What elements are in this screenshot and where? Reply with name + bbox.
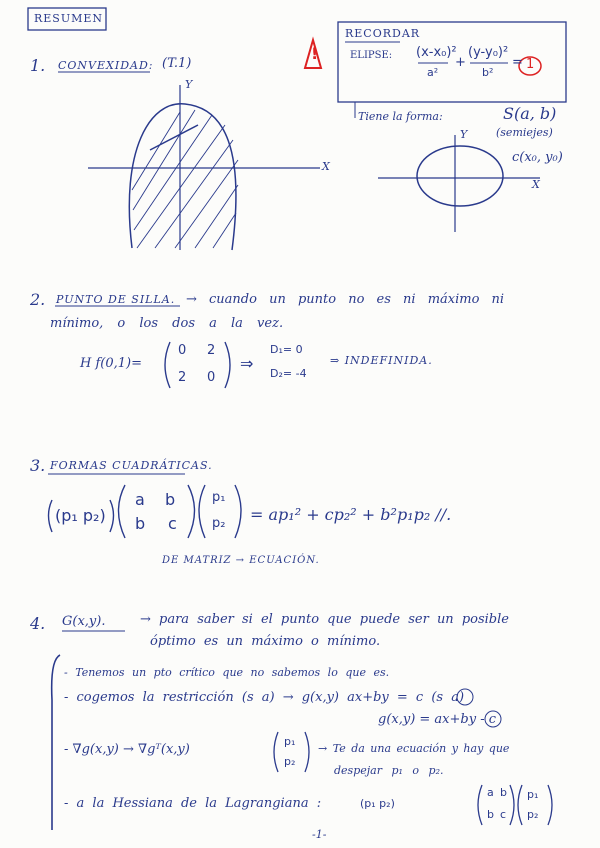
s4-bullet2b: g(x,y) = ax+by - c	[378, 712, 497, 727]
tiene-la-forma: Tiene la forma:	[358, 110, 443, 123]
recordar-term1: (x-x₀)²	[416, 45, 457, 60]
ellipse-c-label: c(x₀, y₀)	[512, 150, 563, 165]
s2-m22: 0	[207, 370, 216, 385]
s1-title: CONVEXIDAD:	[58, 59, 154, 72]
s4-bullet3-note: → Te da una ecuación y hay que	[318, 742, 510, 755]
s3-mb: b	[165, 490, 176, 509]
s4-bullet4: - a la Hessiana de la Lagrangiana :	[64, 796, 322, 811]
s4-number: 4.	[30, 614, 46, 633]
s3-note: DE MATRIZ → ECUACIÓN.	[162, 555, 320, 566]
s2-number: 2.	[30, 290, 46, 309]
s4-bullet2: - cogemos la restricción (s a) → g(x,y) ax+by = c (s a)	[64, 690, 465, 705]
s3-mc: b	[135, 514, 146, 533]
s4-b4-c: b	[487, 808, 494, 821]
s2-title: PUNTO DE SILLA.	[56, 293, 176, 306]
s2-d1: D₁= 0	[270, 343, 303, 356]
graph2-x-label: X	[532, 178, 540, 191]
s4-brace	[52, 655, 60, 830]
s3-ma: a	[135, 490, 145, 509]
recordar-denom1: a²	[427, 66, 439, 79]
s2-m11: 0	[178, 343, 187, 358]
s4-line1: → para saber si el punto que puede ser un posible	[140, 612, 509, 627]
s4-title: G(x,y).	[62, 614, 106, 629]
s4-b4-d: c	[500, 808, 507, 821]
s4-b4-p2: p₂	[527, 808, 539, 821]
recordar-one: 1	[526, 57, 535, 72]
s3-rhs: = ap₁² + cp₂² + b²p₁p₂ //.	[250, 505, 452, 524]
s3-row-vector: (p₁ p₂)	[55, 506, 106, 525]
recordar-label: ELIPSE:	[350, 50, 393, 61]
recordar-equals: =	[512, 55, 523, 70]
graph2-y-label: Y	[460, 128, 468, 141]
s3-md: c	[168, 514, 177, 533]
graph1-y-label: Y	[185, 78, 193, 91]
graph1-hatching	[132, 110, 238, 248]
s2-arrow: ⇒	[240, 354, 254, 373]
s4-bullet3: - ∇g(x,y) → ∇gᵀ(x,y)	[64, 742, 190, 757]
s4-b4-a: a	[487, 786, 494, 799]
recordar-plus: +	[455, 55, 466, 70]
s2-line2: mínimo, o los dos a la vez.	[50, 316, 284, 331]
s4-b3-p1: p₁	[284, 735, 296, 748]
s3-col2: p₂	[212, 516, 226, 531]
page-title: RESUMEN	[34, 12, 104, 25]
s4-bullet1: - Tenemos un pto crítico que no sabemos lo que es.	[64, 666, 390, 679]
s2-m21: 2	[178, 370, 187, 385]
s3-title: FORMAS CUADRÁTICAS.	[50, 459, 213, 472]
ellipse-s-label: S(a, b)	[503, 104, 557, 123]
graph2-ellipse	[417, 146, 503, 206]
graph1-curve	[129, 104, 236, 250]
s2-result: ⇒ INDEFINIDA.	[330, 354, 433, 367]
s3-number: 3.	[30, 456, 46, 475]
page-number: -1-	[312, 828, 327, 841]
s1-reference: (T.1)	[162, 56, 192, 71]
s3-col1: p₁	[212, 490, 226, 505]
s4-bullet3-note2: despejar p₁ o p₂.	[334, 764, 444, 777]
s4-b4-b: b	[500, 786, 507, 799]
recordar-term2: (y-y₀)²	[468, 45, 509, 60]
s1-number: 1.	[30, 56, 46, 75]
s4-b3-p2: p₂	[284, 755, 296, 768]
s4-line2: óptimo es un máximo o mínimo.	[150, 634, 381, 649]
s2-m12: 2	[207, 343, 216, 358]
warning-icon: !	[311, 44, 319, 63]
recordar-denom2: b²	[482, 66, 494, 79]
graph1-x-label: X	[322, 160, 330, 173]
recordar-title: RECORDAR	[345, 27, 421, 40]
s4-b4-row-vector: (p₁ p₂)	[360, 797, 395, 810]
ellipse-semiejes: (semiejes)	[496, 126, 553, 139]
s4-b4-p1: p₁	[527, 788, 539, 801]
s2-hessian-label: H f(0,1)=	[80, 356, 142, 371]
s2-d2: D₂= -4	[270, 367, 307, 380]
s2-line1: → cuando un punto no es ni máximo ni	[186, 292, 505, 307]
